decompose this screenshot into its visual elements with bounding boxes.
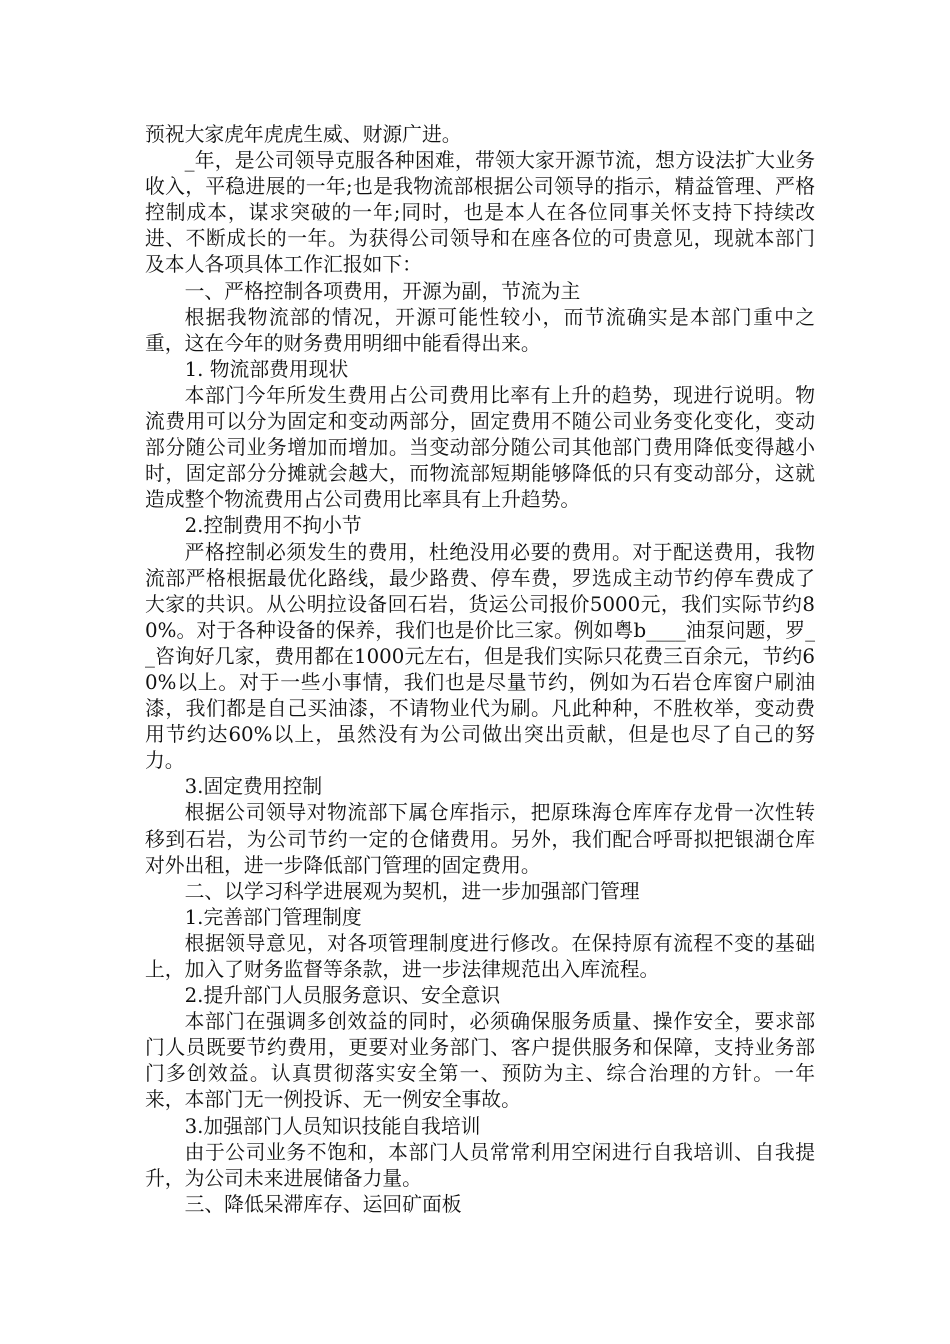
paragraph-greeting: 预祝大家虎年虎虎生威、财源广进。: [145, 123, 462, 146]
document-body: [145, 122, 815, 1218]
subheading-2-1: 1.完善部门管理制度: [184, 905, 362, 929]
subheading-2-2: 2.提升部门人员服务意识、安全意识: [184, 984, 501, 1008]
subheading-1-1: 1. 物流部费用现状: [184, 357, 349, 381]
paragraph: 本部门今年所发生费用占公司费用比率有上升的趋势，现进行说明。物流费用可以分为固定和变动两部分，固定费用不随公司业务变化变化，变动部分随公司业务增加而增加。当变动部分随公司其他部门费用降低变得越小时，固定部分分摊就会越大，而物流部短期能够降低的只有变动部分，这就造成整个物流费用占公司费用比率具有上升趋势。: [145, 383, 815, 512]
paragraph: 根据领导意见，对各项管理制度进行修改。在保持原有流程不变的基础上，加入了财务监督等条款，进一步法律规范出入库流程。: [145, 931, 815, 981]
subheading-1-2: 2.控制费用不拘小节: [184, 514, 362, 538]
paragraph: 由于公司业务不饱和，本部门人员常常利用空闲进行自我培训、自我提升，为公司未来进展储备力量。: [145, 1140, 815, 1190]
paragraph: 根据我物流部的情况，开源可能性较小，而节流确实是本部门重中之重，这在今年的财务费用明细中能看得出来。: [145, 305, 815, 355]
subheading-2-3: 3.加强部门人员知识技能自我培训: [184, 1114, 481, 1138]
subheading-1-3: 3.固定费用控制: [184, 775, 323, 799]
paragraph: 本部门在强调多创效益的同时，必须确保服务质量、操作安全，要求部门人员既要节约费用，更要对业务部门、客户提供服务和保障，支持业务部门多创效益。认真贯彻落实安全第一、预防为主、综合治理的方针。一年来，本部门无一例投诉、无一例安全事故。: [145, 1010, 815, 1112]
paragraph: 根据公司领导对物流部下属仓库指示，把原珠海仓库库存龙骨一次性转移到石岩，为公司节约一定的仓储费用。另外，我们配合呼哥拟把银湖仓库对外出租，进一步降低部门管理的固定费用。: [145, 801, 815, 877]
section-heading-3: 三、降低呆滞库存、运回矿面板: [184, 1192, 462, 1216]
section-heading-2: 二、以学习科学进展观为契机，进一步加强部门管理: [184, 879, 640, 903]
section-heading-1: 一、严格控制各项费用，开源为副，节流为主: [184, 279, 581, 303]
paragraph: 严格控制必须发生的费用，杜绝没用必要的费用。对于配送费用，我物流部严格根据最优化路线，最少路费、停车费，罗选成主动节约停车费成了大家的共识。从公明拉设备回石岩，货运公司报价5000元，我们实际节约80%。对于各种设备的保养，我们也是价比三家。例如粤b____油泵问题，罗__咨询好几家，费用都在1000元左右，但是我们实际只花费三百余元，节约60%以上。对于一些小事情，我们也是尽量节约，例如为石岩仓库窗户刷油漆，我们都是自己买油漆，不请物业代为刷。凡此种种，不胜枚举，变动费用节约达60%以上，虽然没有为公司做出突出贡献，但是也尽了自己的努力。: [145, 540, 815, 773]
paragraph-intro: _年，是公司领导克服各种困难，带领大家开源节流，想方设法扩大业务收入，平稳进展的一年;也是我物流部根据公司领导的指示，精益管理、严格控制成本，谋求突破的一年;同时，也是本人在各位同事关怀支持下持续改进、不断成长的一年。为获得公司领导和在座各位的可贵意见，现就本部门及本人各项具体工作汇报如下：: [145, 149, 815, 277]
